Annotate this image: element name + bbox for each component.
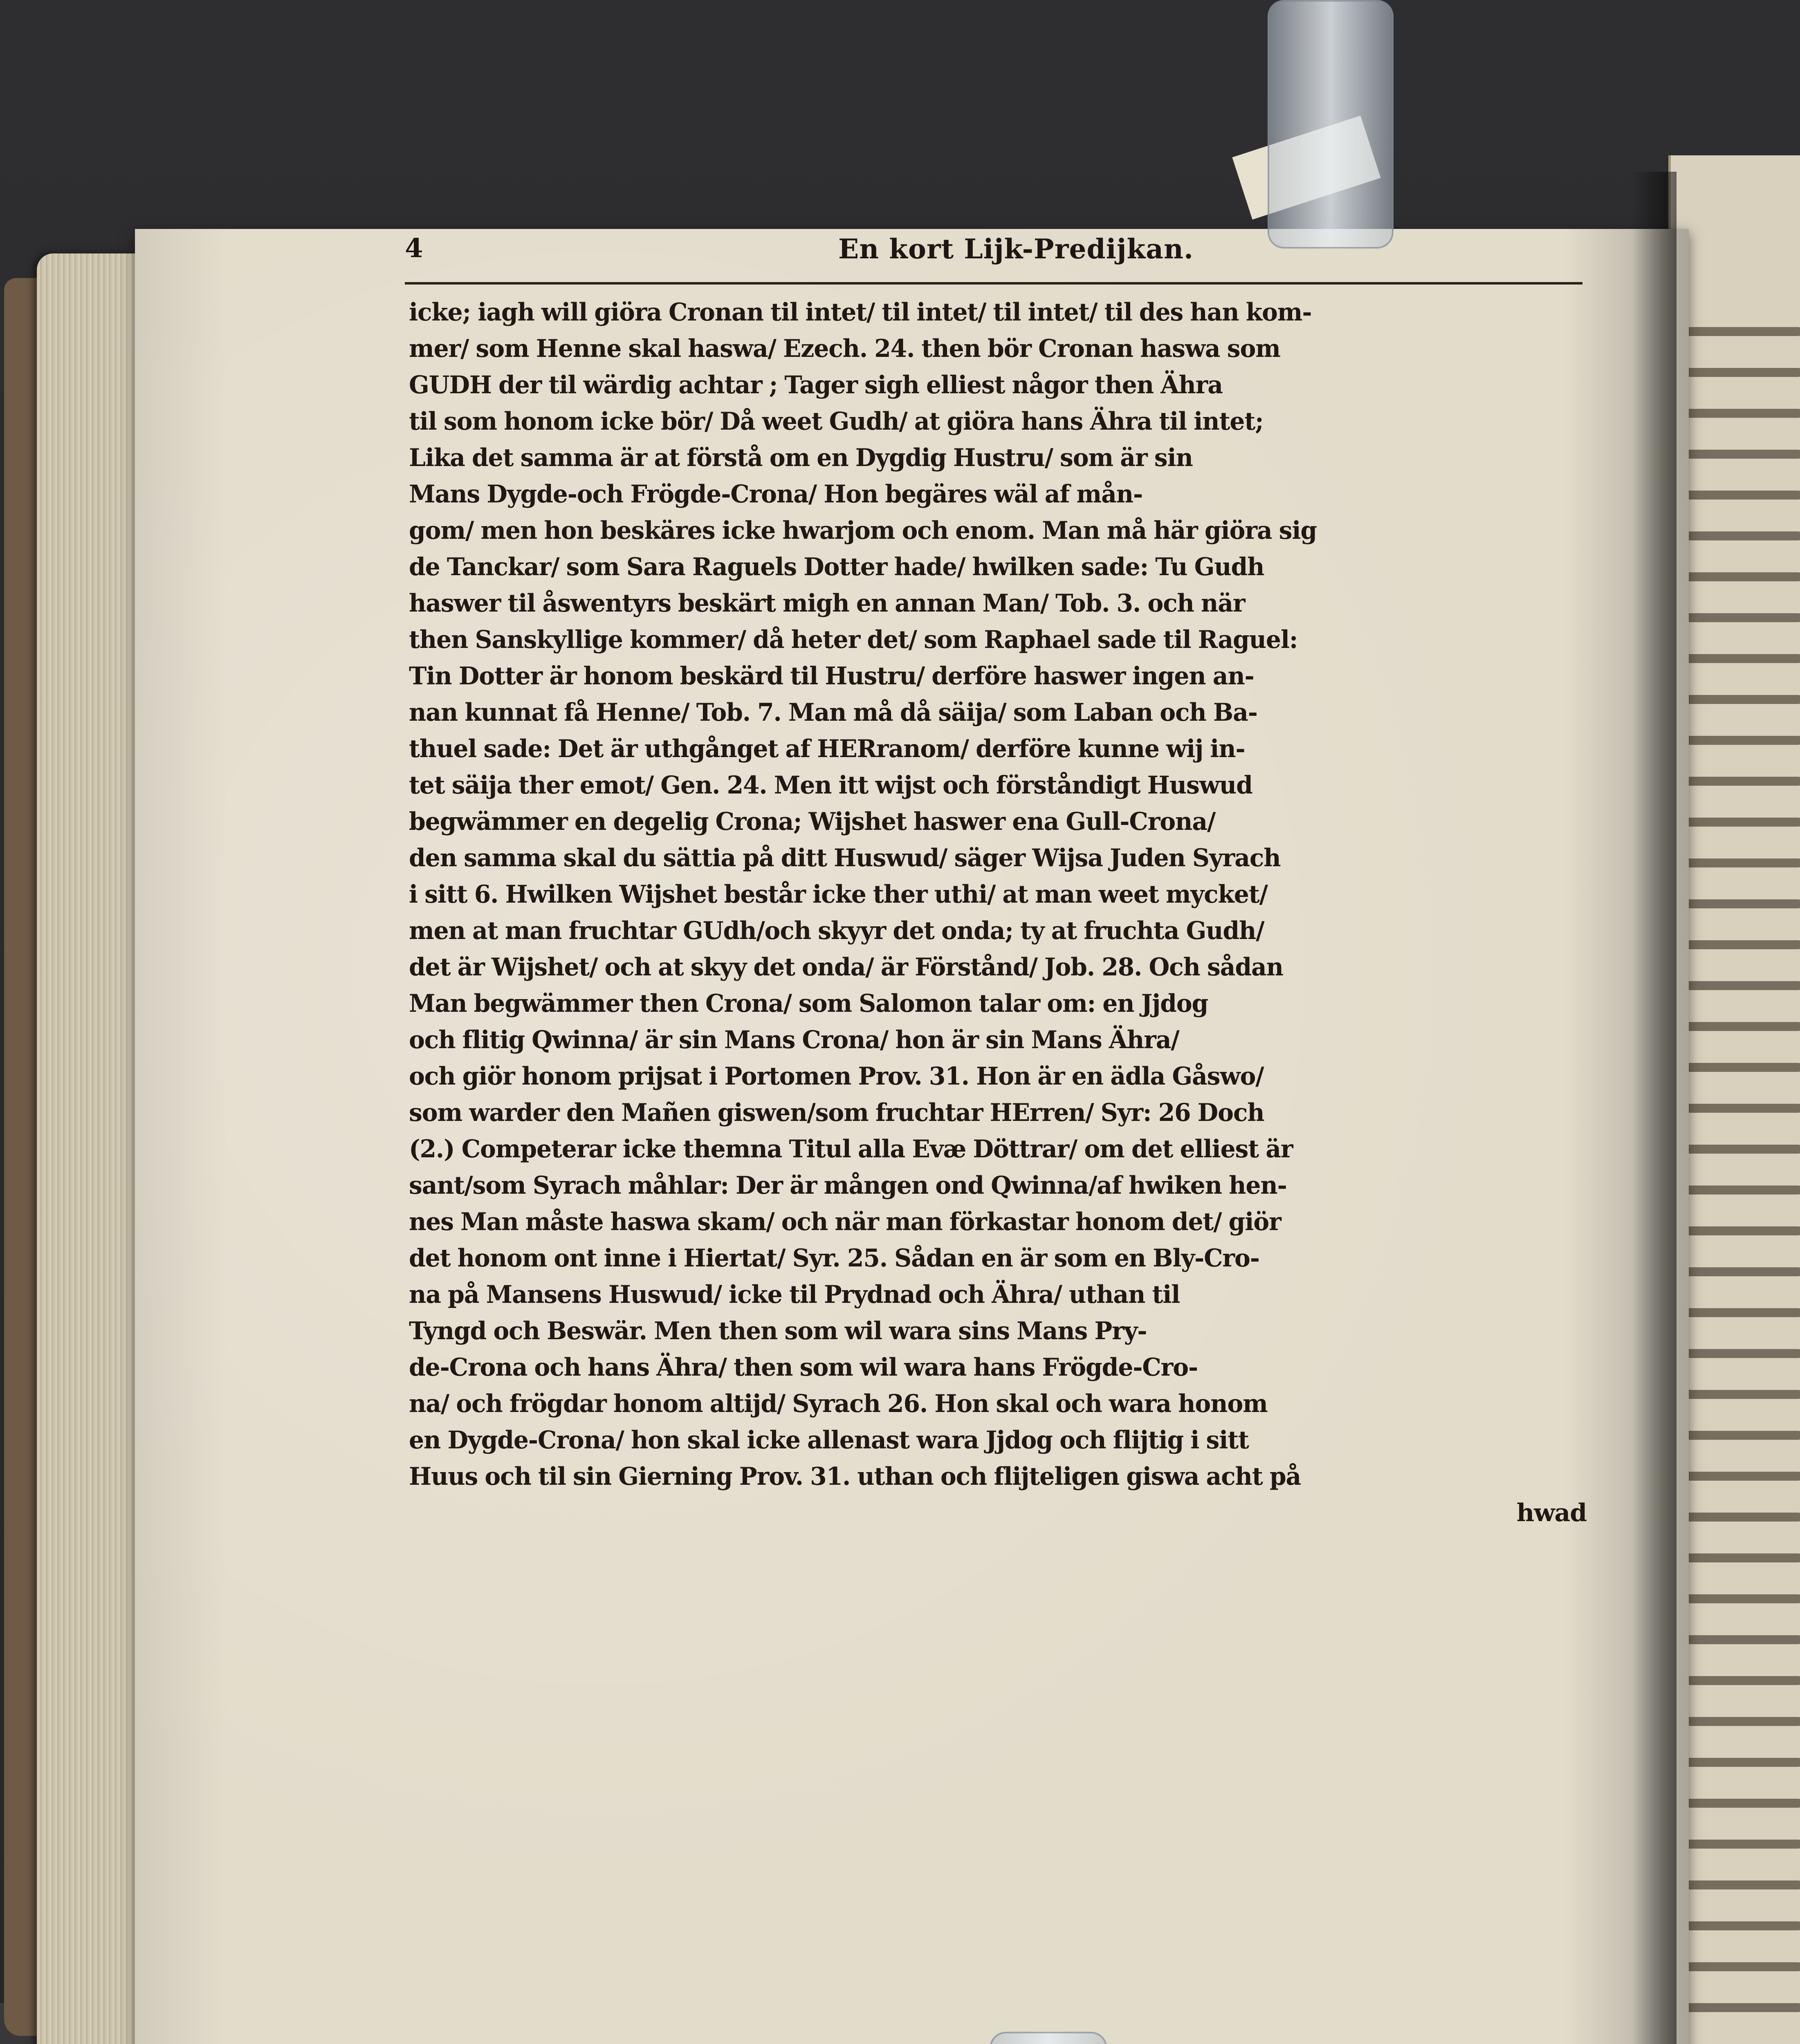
facing-page-line bbox=[1679, 1594, 1800, 1603]
page-holder-clip-bottom bbox=[990, 2032, 1107, 2044]
running-title: En kort Lijk-Predijkan. bbox=[838, 233, 1194, 265]
text-line: nan kunnat få Henne/ Tob. 7. Man må då säija/ som Laban och Ba- bbox=[409, 698, 1257, 727]
text-line: de Tanckar/ som Sara Raguels Dotter hade/ hwilken sade: Tu Gudh bbox=[409, 553, 1264, 581]
text-line: haswer til åswentyrs beskärt migh en annan Man/ Tob. 3. och när bbox=[409, 589, 1245, 618]
facing-page-line bbox=[1679, 1104, 1800, 1113]
text-line: Lika det samma är at förstå om en Dygdig Hustru/ som är sin bbox=[409, 444, 1193, 472]
text-line: Man begwämmer then Crona/ som Salomon talar om: en Jjdog bbox=[409, 989, 1208, 1018]
text-line: GUDH der til wärdig achtar ; Tager sigh elliest någor then Ähra bbox=[409, 371, 1223, 399]
facing-page-line bbox=[1679, 1308, 1800, 1317]
facing-page-line bbox=[1679, 1921, 1800, 1930]
facing-page-line bbox=[1679, 1758, 1800, 1767]
text-line: icke; iagh will giöra Cronan til intet/ til intet/ til intet/ til des han kom- bbox=[409, 298, 1312, 327]
facing-page-line bbox=[1679, 899, 1800, 908]
text-line: Tin Dotter är honom beskärd til Hustru/ derföre haswer ingen an- bbox=[409, 662, 1254, 690]
facing-page-line bbox=[1679, 777, 1800, 786]
facing-page-line bbox=[1679, 654, 1800, 663]
facing-page-line bbox=[1679, 491, 1800, 500]
facing-page-line bbox=[1679, 858, 1800, 867]
facing-page-line bbox=[1679, 1226, 1800, 1235]
facing-page-line bbox=[1679, 1472, 1800, 1481]
facing-page-line bbox=[1679, 613, 1800, 622]
facing-page-line bbox=[1679, 981, 1800, 990]
running-head bbox=[405, 229, 1582, 274]
text-line: som warder den Mañen giswen/som fruchtar HErren/ Syr: 26 Doch bbox=[409, 1098, 1264, 1127]
text-line: och flitig Qwinna/ är sin Mans Crona/ hon är sin Mans Ähra/ bbox=[409, 1026, 1179, 1054]
header-rule bbox=[405, 282, 1582, 285]
facing-page-line bbox=[1679, 1145, 1800, 1154]
facing-page-line bbox=[1679, 1513, 1800, 1522]
text-line: thuel sade: Det är uthgånget af HERranom/ derföre kunne wij in- bbox=[409, 735, 1245, 763]
facing-page-line bbox=[1679, 327, 1800, 336]
text-line: mer/ som Henne skal haswa/ Ezech. 24. then bör Cronan haswa som bbox=[409, 334, 1280, 363]
facing-page-line bbox=[1679, 1063, 1800, 1072]
text-line: i sitt 6. Hwilken Wijshet består icke ther uthi/ at man weet mycket/ bbox=[409, 880, 1268, 909]
text-line: then Sanskyllige kommer/ då heter det/ som Raphael sade til Raguel: bbox=[409, 625, 1298, 654]
facing-page-line bbox=[1679, 1022, 1800, 1031]
facing-page-line bbox=[1679, 1390, 1800, 1399]
text-line: tet säija ther emot/ Gen. 24. Men itt wijst och förståndigt Huswud bbox=[409, 771, 1252, 800]
facing-page-line bbox=[1679, 1840, 1800, 1849]
text-line: de-Crona och hans Ähra/ then som wil wara hans Frögde-Cro- bbox=[409, 1353, 1198, 1382]
spine-shadow bbox=[1632, 172, 1677, 2044]
text-line: det honom ont inne i Hiertat/ Syr. 25. Sådan en är som en Bly-Cro- bbox=[409, 1244, 1259, 1273]
text-line: Huus och til sin Gierning Prov. 31. uthan och flijteligen giswa acht på bbox=[409, 1462, 1301, 1491]
facing-page-line bbox=[1679, 1962, 1800, 1971]
text-line: na på Mansens Huswud/ icke til Prydnad och Ähra/ uthan til bbox=[409, 1280, 1180, 1309]
facing-page-line bbox=[1679, 736, 1800, 745]
text-line: til som honom icke bör/ Då weet Gudh/ at giöra hans Ähra til intet; bbox=[409, 407, 1264, 436]
facing-page-line bbox=[1679, 940, 1800, 949]
catchword: hwad bbox=[1516, 1499, 1587, 1527]
facing-page-line bbox=[1679, 818, 1800, 827]
facing-page-line bbox=[1679, 1635, 1800, 1644]
text-line: Mans Dygde-och Frögde-Crona/ Hon begäres wäl af mån- bbox=[409, 480, 1143, 509]
facing-page-line bbox=[1679, 1717, 1800, 1726]
facing-page-line bbox=[1679, 1431, 1800, 1440]
body-text bbox=[409, 294, 1611, 1531]
facing-page-line bbox=[1679, 695, 1800, 704]
text-line: det är Wijshet/ och at skyy det onda/ är Förstånd/ Job. 28. Och sådan bbox=[409, 953, 1283, 982]
text-line: en Dygde-Crona/ hon skal icke allenast wara Jjdog och flijtig i sitt bbox=[409, 1426, 1249, 1455]
facing-page-line bbox=[1679, 368, 1800, 377]
text-line: na/ och frögdar honom altijd/ Syrach 26. Hon skal och wara honom bbox=[409, 1390, 1268, 1418]
facing-page-line bbox=[1679, 1799, 1800, 1808]
text-line: nes Man måste haswa skam/ och när man förkastar honom det/ giör bbox=[409, 1208, 1281, 1236]
facing-page-line bbox=[1679, 531, 1800, 540]
text-line: (2.) Competerar icke themna Titul alla Evæ Döttrar/ om det elliest är bbox=[409, 1135, 1293, 1163]
text-line: sant/som Syrach måhlar: Der är mången ond Qwinna/af hwiken hen- bbox=[409, 1171, 1287, 1200]
text-line: gom/ men hon beskäres icke hwarjom och enom. Man må här giöra sig bbox=[409, 516, 1317, 545]
page-edge-stack bbox=[37, 253, 147, 2044]
facing-page-line bbox=[1679, 1553, 1800, 1562]
facing-page-line bbox=[1679, 450, 1800, 459]
facing-page-line bbox=[1679, 1267, 1800, 1276]
text-line: begwämmer en degelig Crona; Wijshet haswer ena Gull-Crona/ bbox=[409, 807, 1216, 836]
text-line: men at man fruchtar GUdh/och skyyr det onda; ty at fruchta Gudh/ bbox=[409, 917, 1264, 945]
page-number: 4 bbox=[405, 233, 423, 264]
facing-page-line bbox=[1679, 1349, 1800, 1358]
facing-page-line bbox=[1679, 1186, 1800, 1195]
text-line: Tyngd och Beswär. Men then som wil wara sins Mans Pry- bbox=[409, 1317, 1147, 1345]
facing-page-line bbox=[1679, 1880, 1800, 1889]
facing-page-line bbox=[1679, 1676, 1800, 1685]
text-line: den samma skal du sättia på ditt Huswud/ säger Wijsa Juden Syrach bbox=[409, 844, 1281, 872]
text-line: och giör honom prijsat i Portomen Prov. 31. Hon är en ädla Gåswo/ bbox=[409, 1062, 1264, 1091]
page-holder-clip-top bbox=[1268, 0, 1394, 249]
facing-page-line bbox=[1679, 2003, 1800, 2012]
facing-page-line bbox=[1679, 409, 1800, 418]
facing-page-line bbox=[1679, 572, 1800, 581]
